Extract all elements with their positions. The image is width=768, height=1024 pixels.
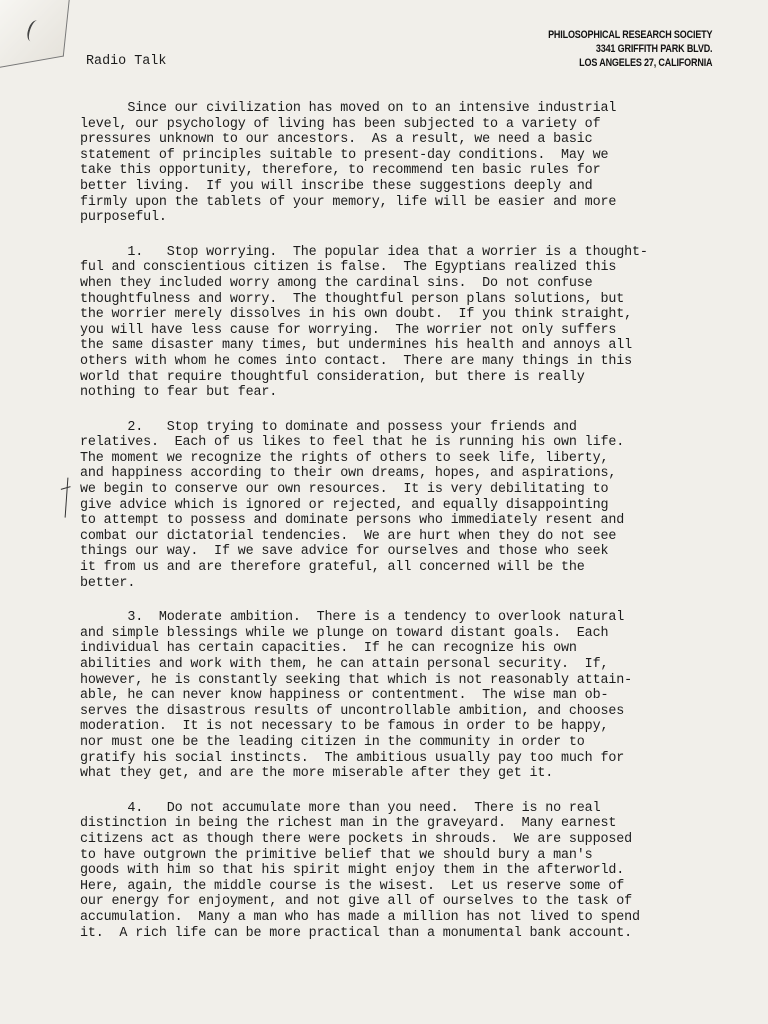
text-line: citizens act as though there were pockets in shrouds. We are supposed <box>80 831 632 847</box>
text-line: the same disaster many times, but undermines his health and annoys all <box>80 338 632 354</box>
text-line: moderation. It is not necessary to be famous in order to be happy, <box>80 719 609 735</box>
text-line: 3. Moderate ambition. There is a tendency to overlook natural <box>80 610 625 626</box>
paragraph-1 <box>80 101 730 226</box>
text-line: when they included worry among the cardinal sins. Do not confuse <box>80 275 593 291</box>
text-line: give advice which is ignored or rejected, and equally disappointing <box>80 497 609 513</box>
text-line: Since our civilization has moved on to an intensive industrial <box>80 101 617 116</box>
document-body <box>80 101 730 960</box>
text-line: nor must one be the leading citizen in the community in order to <box>80 734 585 750</box>
text-line: able, he can never know happiness or contentment. The wise man ob- <box>80 688 609 704</box>
text-line: pressures unknown to our ancestors. As a result, we need a basic <box>80 132 593 148</box>
text-line: 2. Stop trying to dominate and possess your friends and <box>80 419 577 435</box>
text-line: relatives. Each of us likes to feel that he is running his own life. <box>80 435 625 451</box>
text-line: world that require thoughtful consideration, but there is really <box>80 369 585 385</box>
text-line: our energy for enjoyment, and not give all of ourselves to the task of <box>80 894 632 910</box>
text-line: it. A rich life can be more practical than a monumental bank account. <box>80 925 632 941</box>
text-line: better living. If you will inscribe these suggestions deeply and <box>80 178 593 194</box>
text-line: and happiness according to their own dreams, hopes, and aspirations, <box>80 466 617 482</box>
text-line: others with whom he comes into contact. There are many things in this <box>80 353 632 369</box>
text-line: things our way. If we save advice for ourselves and those who seek <box>80 544 609 560</box>
text-line: you will have less cause for worrying. The worrier not only suffers <box>80 322 617 338</box>
text-line: and simple blessings while we plunge on toward distant goals. Each <box>80 625 609 641</box>
text-line: thoughtfulness and worry. The thoughtful person plans solutions, but <box>80 291 625 307</box>
text-line: combat our dictatorial tendencies. We are hurt when they do not see <box>80 528 617 544</box>
text-line: ful and conscientious citizen is false. The Egyptians realized this <box>80 260 617 276</box>
text-line: goods with him so that his spirit might enjoy them in the afterworld. <box>80 863 625 879</box>
letterhead-city: LOS ANGELES 27, CALIFORNIA <box>578 57 712 69</box>
text-line: however, he is constantly seeking that which is not reasonably attain- <box>80 672 632 688</box>
text-line: distinction in being the richest man in the graveyard. Many earnest <box>80 816 617 832</box>
text-line: gratify his social instincts. The ambitious usually pay too much for <box>80 750 625 766</box>
text-line: 4. Do not accumulate more than you need. There is no real <box>80 800 601 816</box>
letterhead-street: 3341 GRIFFITH PARK BLVD. <box>595 43 712 55</box>
text-line: statement of principles suitable to present-day conditions. May we <box>80 147 609 163</box>
text-line: to attempt to possess and dominate persons who immediately resent and <box>80 513 625 529</box>
text-line: abilities and work with them, he can attain personal security. If, <box>80 657 609 672</box>
text-line: firmly upon the tablets of your memory, life will be easier and more <box>80 194 617 210</box>
text-line: 1. Stop worrying. The popular idea that a worrier is a thought- <box>80 244 648 260</box>
text-line: it from us and are therefore grateful, all concerned will be the <box>80 560 585 576</box>
text-line: individual has certain capacities. If he can recognize his own <box>80 641 577 657</box>
paragraph-4 <box>80 610 730 782</box>
text-line: the worrier merely dissolves in his own doubt. If you think straight, <box>80 307 632 323</box>
paragraph-2 <box>80 245 730 401</box>
text-line: purposeful. <box>80 210 167 226</box>
text-line: Here, again, the middle course is the wisest. Let us reserve some of <box>80 878 625 894</box>
letterhead <box>548 28 712 70</box>
text-line: nothing to fear but fear. <box>80 385 278 401</box>
text-line: The moment we recognize the rights of others to seek life, liberty, <box>80 450 609 466</box>
text-line: to have outgrown the primitive belief that we should bury a man's <box>80 847 593 863</box>
paragraph-5 <box>80 801 730 941</box>
paragraph-3 <box>80 420 730 592</box>
text-line: what they get, and are the more miserable after they get it. <box>80 766 554 782</box>
text-line: accumulation. Many a man who has made a million has not lived to spend <box>80 909 640 925</box>
text-line: serves the disastrous results of uncontrollable ambition, and chooses <box>80 703 625 719</box>
text-line: better. <box>80 575 136 591</box>
letterhead-org: PHILOSOPHICAL RESEARCH SOCIETY <box>547 29 712 41</box>
margin-bracket-mark <box>65 478 81 519</box>
text-line: we begin to conserve our own resources. It is very debilitating to <box>80 482 609 498</box>
document-label: Radio Talk <box>86 54 167 69</box>
text-line: level, our psychology of living has been subjected to a variety of <box>80 116 601 132</box>
text-line: take this opportunity, therefore, to recommend ten basic rules for <box>80 163 601 179</box>
